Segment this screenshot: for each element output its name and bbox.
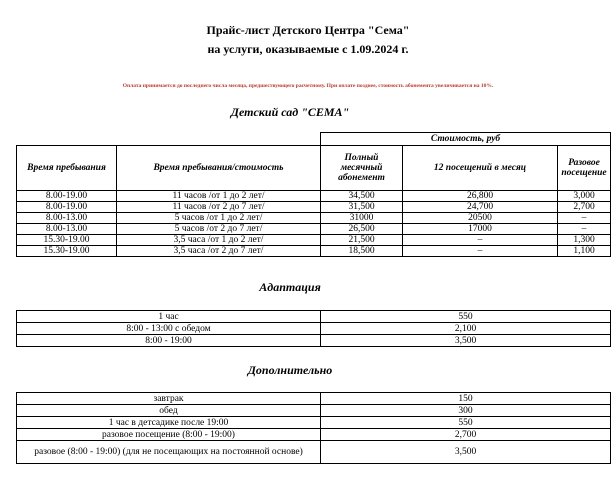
col-header-single: Разовое посещение xyxy=(558,146,611,191)
table-row: обед 300 xyxy=(17,405,611,417)
table-row: 15.30-19.00 3,5 часа /от 1 до 2 лет/ 21,500 – 1,300 xyxy=(17,235,611,246)
page-title-line1: Прайс-лист Детского Центра "Сема" xyxy=(206,23,410,37)
table-row: разовое посещение (8:00 - 19:00) 2,700 xyxy=(17,429,611,441)
adaptation-section-title: Адаптация xyxy=(259,280,321,294)
table-row: 8.00-13.00 5 часов /от 2 до 7 лет/ 26,500 17000 – xyxy=(17,224,611,235)
kindergarten-price-table xyxy=(16,132,611,257)
table-row: 8.00-19.00 11 часов /от 2 до 7 лет/ 31,500 24,700 2,700 xyxy=(17,202,611,213)
col-header-time: Время пребывания xyxy=(17,146,117,191)
kindergarten-section-title: Детский сад "СЕМА" xyxy=(230,105,350,119)
table-row: 15.30-19.00 3,5 часа /от 2 до 7 лет/ 18,500 – 1,100 xyxy=(17,246,611,257)
table-row: 8:00 - 19:00 3,500 xyxy=(17,335,611,347)
table-row: 1 час 550 xyxy=(17,311,611,323)
table-row: 8:00 - 13:00 с обедом 2,100 xyxy=(17,323,611,335)
table-row: 1 час в детсадике после 19:00 550 xyxy=(17,417,611,429)
table-row: 8.00-19.00 11 часов /от 1 до 2 лет/ 34,500 26,800 3,000 xyxy=(17,191,611,202)
extra-section-title: Дополнительно xyxy=(247,363,333,377)
extra-price-table xyxy=(16,392,611,464)
cost-header: Стоимость, руб xyxy=(321,133,611,146)
payment-note: Оплата принимается до последнего числа месяца, предшествующего расчетному. При оплате позднее, стоимость абонемента увеличивается на 10%. xyxy=(122,83,494,89)
col-header-time-cost: Время пребывания/стоимость xyxy=(117,146,321,191)
table-row: завтрак 150 xyxy=(17,393,611,405)
col-header-12: 12 посещений в месяц xyxy=(403,146,558,191)
table-row: 8.00-13.00 5 часов /от 1 до 2 лет/ 31000 20500 – xyxy=(17,213,611,224)
page-title-line2: на услуги, оказываемые с 1.09.2024 г. xyxy=(207,42,409,56)
adaptation-price-table xyxy=(16,310,611,347)
col-header-full: Полный месячный абонемент xyxy=(321,146,403,191)
table-row: разовое (8:00 - 19:00) (для не посещающих на постоянной основе) 3,500 xyxy=(17,441,611,464)
